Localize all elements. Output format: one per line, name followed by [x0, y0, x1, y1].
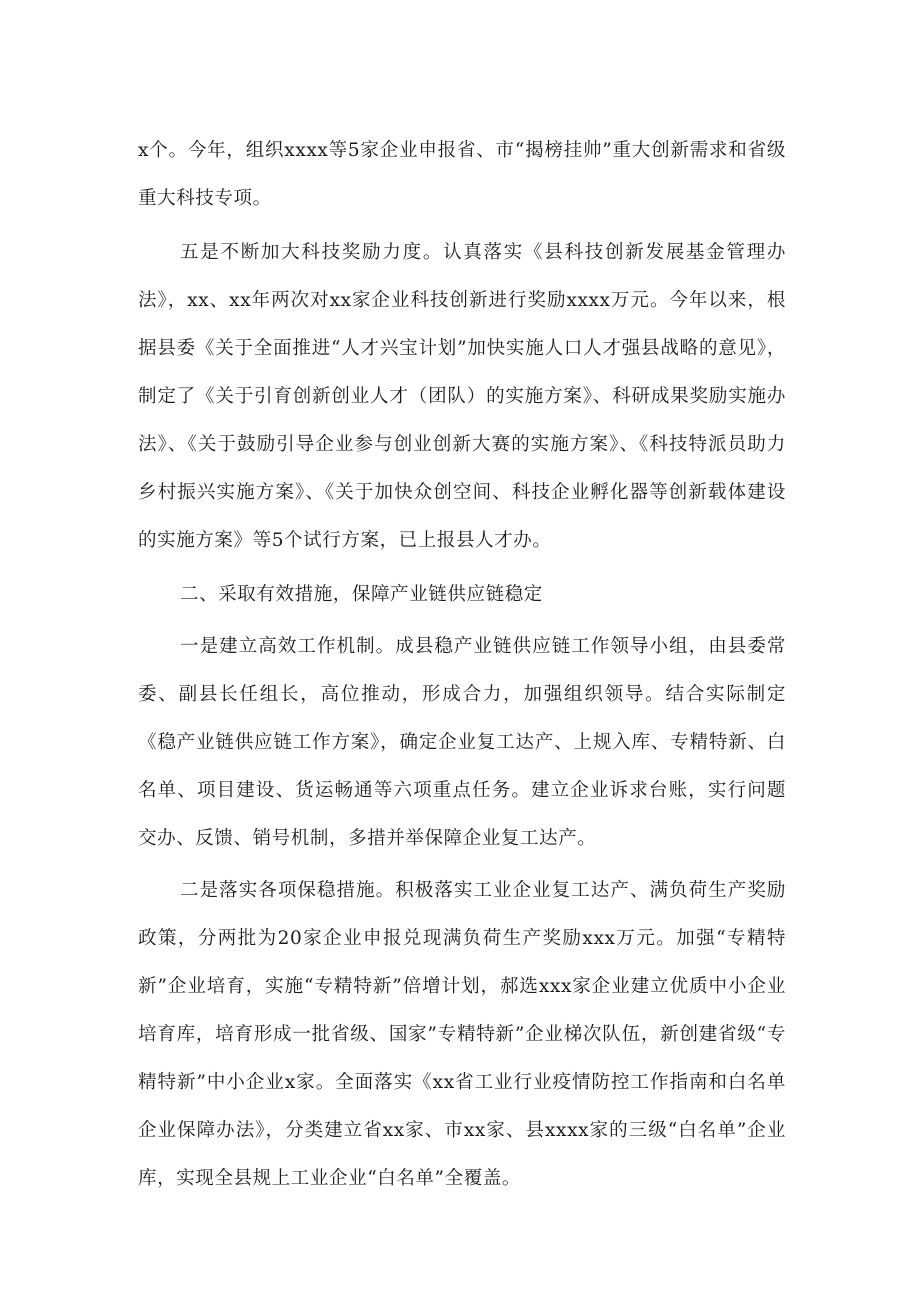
document-body — [138, 127, 786, 1203]
section-heading-supply-chain: 二、采取有效措施，保障产业链供应链稳定 — [180, 584, 543, 605]
paragraph-continuation: x个。今年，组织xxxx等5家企业申报省、市“揭榜挂帅”重大创新需求和省级重大科技专项。 — [138, 140, 786, 209]
paragraph-stability-measures: 二是落实各项保稳措施。积极落实工业企业复工达产、满负荷生产奖励政策，分两批为20家企业申报兑现满负荷生产奖励xxx万元。加强“专精特新”企业培育，实施“专精特新”倍增计划，郝选xxx家企业建立优质中小企业培育库，培育形成一批省级、国家”专精特新”企业梯次队伍，新创建省级“专精特新”中小企业x家。全面落实《xx省工业行业疫情防控工作指南和白名单企业保障办法》，分类建立省xx家、市xx家、县xxxx家的三级“白名单”企业库，实现全县规上工业企业“白名单”全覆盖。 — [138, 880, 786, 1189]
paragraph-tech-rewards: 五是不断加大科技奖励力度。认真落实《县科技创新发展基金管理办法》，xx、xx年两次对xx家企业科技创新进行奖励xxxx万元。今年以来，根据县委《关于全面推进“人才兴宝计划”加快实施人口人才强县战略的意见》，制定了《关于引育创新创业人才（团队）的实施方案》、科研成果奖励实施办法》、《关于鼓励引导企业参与创业创新大赛的实施方案》、《科技特派员助力乡村振兴实施方案》、《关于加快众创空间、科技企业孵化器等创新载体建设的实施方案》等5个试行方案，已上报县人才办。 — [138, 242, 786, 551]
paragraph-work-mechanism: 一是建立高效工作机制。成县稳产业链供应链工作领导小组，由县委常委、副县长任组长，高位推动，形成合力，加强组织领导。结合实际制定《稳产业链供应链工作方案》，确定企业复工达产、上规入库、专精特新、白名单、项目建设、货运畅通等六项重点任务。建立企业诉求台账，实行问题交办、反馈、销号机制，多措并举保障企业复工达产。 — [138, 636, 786, 849]
